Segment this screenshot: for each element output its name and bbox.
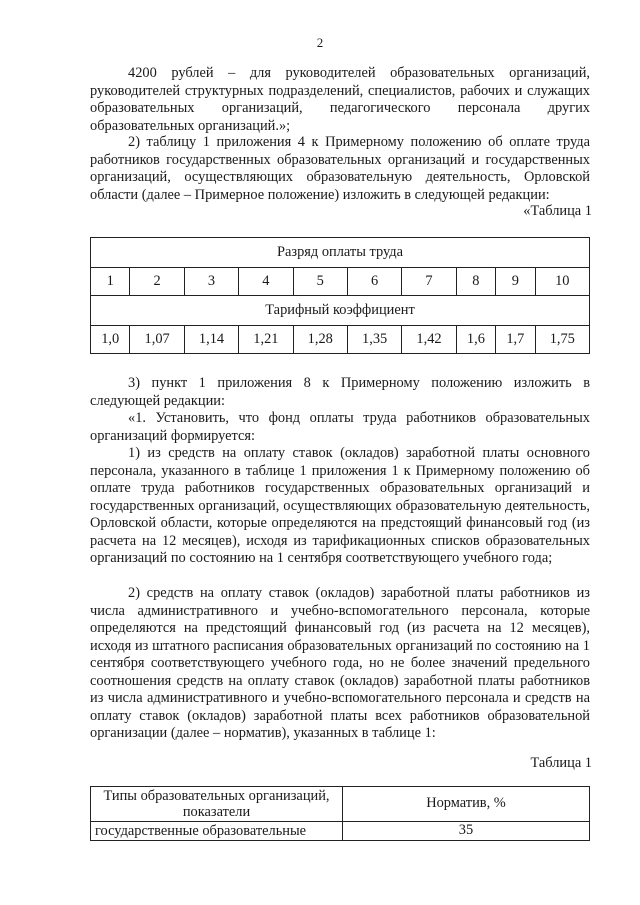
coef-cell: 1,14 — [184, 326, 238, 354]
org-type-header: Типы образовательных организаций, показатели — [91, 787, 343, 822]
norm-cell: 35 — [343, 822, 590, 841]
paragraph-3-1-2: 2) средств на оплату ставок (окладов) заработной платы работников из числа административного и учебно-вспомогательного персонала, которые определяются на предстоящий финансовый год (из расчета на 12 месяцев), исходя из штатного расписания образовательных организаций по состоянию на 1 сентября соответствующего учебного года, но не более значений предельного соотношения средств на оплату ставок (окладов) заработной платы работников из числа административного и учебно-вспомогательного персонала и средств на оплату ставок (окладов) заработной платы всех работников образовательной организации (далее – норматив), указанных в таблице 1: — [90, 585, 590, 741]
grade-cell: 6 — [347, 268, 401, 296]
grade-cell: 10 — [535, 268, 589, 296]
coef-cell: 1,7 — [496, 326, 535, 354]
grade-cell: 3 — [184, 268, 238, 296]
table1-caption: «Таблица 1 — [523, 203, 592, 219]
grade-cell: 8 — [456, 268, 495, 296]
paragraph-item-2: 2) таблицу 1 приложения 4 к Примерному положению об оплате труда работников государственных образовательных организаций и государственных организаций, осуществляющих образовательную деятельность, Орловской области (далее – Примерное положение) изложить в следующей редакции: — [90, 134, 590, 203]
coef-cell: 1,28 — [293, 326, 347, 354]
page-number: 2 — [316, 35, 324, 50]
org-type-cell: государственные образовательные — [91, 822, 343, 841]
tariff-grade-header: Разряд оплаты труда — [91, 238, 590, 268]
coef-cell: 1,6 — [456, 326, 495, 354]
coef-cell: 1,0 — [91, 326, 130, 354]
coef-cell: 1,42 — [402, 326, 456, 354]
coef-cell: 1,07 — [130, 326, 184, 354]
paragraph-3-1-1: 1) из средств на оплату ставок (окладов) заработной платы основного персонала, указанного в таблице 1 приложения 1 к Примерному положению об оплате труда работников государственных образовательных организаций и государственных организаций, осуществляющих образовательную деятельность, Орловской области, которые определяются на предстоящий финансовый год (из расчета на 12 месяцев), исходя из тарификационных списков образовательных организаций по состоянию на 1 сентября соответствующего учебного года; — [90, 445, 590, 566]
grade-cell: 7 — [402, 268, 456, 296]
grade-cell: 2 — [130, 268, 184, 296]
paragraph-item-3: 3) пункт 1 приложения 8 к Примерному положению изложить в следующей редакции: — [90, 375, 590, 409]
grade-cell: 1 — [91, 268, 130, 296]
coef-cell: 1,75 — [535, 326, 589, 354]
norm-header: Норматив, % — [343, 787, 590, 822]
tariff-table — [90, 237, 590, 354]
paragraph-intro: 4200 рублей – для руководителей образовательных организаций, руководителей структурных подразделений, специалистов, рабочих и служащих образовательных организаций, педагогического персонала других образовательных организаций.»; — [90, 65, 590, 134]
grade-cell: 9 — [496, 268, 535, 296]
coef-cell: 1,35 — [347, 326, 401, 354]
table2-caption: Таблица 1 — [530, 755, 592, 771]
grade-cell: 5 — [293, 268, 347, 296]
coef-cell: 1,21 — [239, 326, 293, 354]
paragraph-3-1: «1. Установить, что фонд оплаты труда работников образовательных организаций формируется: — [90, 410, 590, 444]
tariff-coef-header: Тарифный коэффициент — [91, 296, 590, 326]
grade-cell: 4 — [239, 268, 293, 296]
norm-table — [90, 786, 590, 841]
